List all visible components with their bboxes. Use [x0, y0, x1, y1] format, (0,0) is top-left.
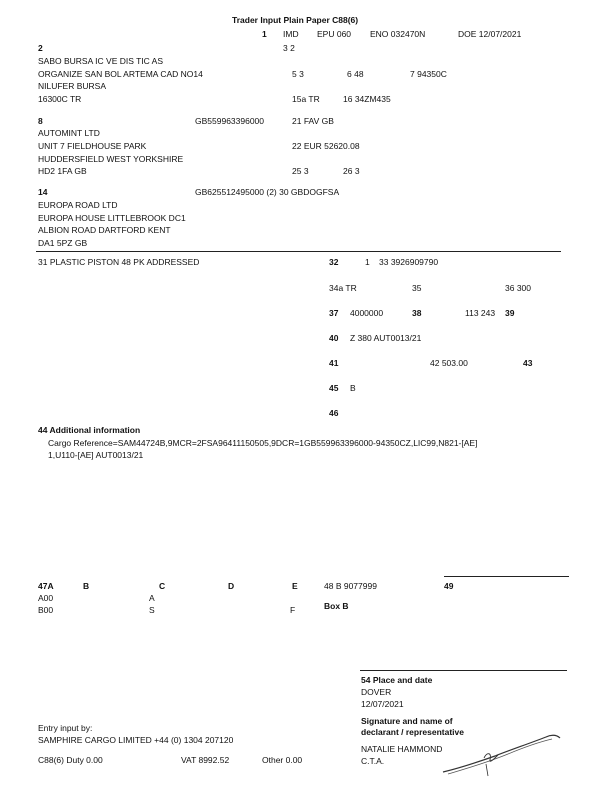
tax-col-c: C	[159, 581, 166, 591]
tax-row2-e: F	[290, 605, 296, 615]
box31: 31 PLASTIC PISTON 48 PK ADDRESSED	[38, 257, 200, 267]
tax-col-b: B	[83, 581, 90, 591]
form-title: Trader Input Plain Paper C88(6)	[232, 15, 359, 25]
entry-other: Other 0.00	[262, 755, 303, 765]
box22: 22 EUR 52620.08	[292, 141, 360, 151]
box21: 21 FAV GB	[292, 116, 334, 126]
box25: 25 3	[292, 166, 309, 176]
box41-number: 41	[329, 358, 339, 368]
box34a: 34a TR	[329, 283, 357, 293]
declarant-role: C.T.A.	[361, 756, 385, 766]
declarant-eori: GB625512495000 (2) 30 GBDOGFSA	[195, 187, 340, 197]
declarant-line: ALBION ROAD DARTFORD KENT	[38, 225, 171, 235]
divider	[444, 576, 569, 577]
box-b-label: Box B	[324, 601, 349, 611]
box5: 5 3	[292, 69, 304, 79]
box6: 6 48	[347, 69, 364, 79]
box1-value: IMD	[283, 29, 299, 39]
entry-duty: C88(6) Duty 0.00	[38, 755, 103, 765]
divider	[360, 670, 567, 671]
box47a-label: 47A	[38, 581, 54, 591]
consignor-line: ORGANIZE SAN BOL ARTEMA CAD NO14	[38, 69, 203, 79]
box32-number: 32	[329, 257, 339, 267]
consignee-line: AUTOMINT LTD	[38, 128, 100, 138]
consignee-line: UNIT 7 FIELDHOUSE PARK	[38, 141, 147, 151]
entry-label: Entry input by:	[38, 723, 93, 733]
additional-info-line: Cargo Reference=SAM44724B,9MCR=2FSA96411150505,9DCR=1GB559963396000-94350CZ,LIC99,N821-[AE]	[48, 438, 478, 448]
box49-number: 49	[444, 581, 454, 591]
declarant-line: EUROPA ROAD LTD	[38, 200, 118, 210]
box1-number: 1	[262, 29, 267, 39]
consignor-line: SABO BURSA IC VE DIS TIC AS	[38, 56, 164, 66]
place: DOVER	[361, 687, 392, 697]
signature-image	[440, 728, 565, 778]
box54-label: 54 Place and date	[361, 675, 433, 685]
additional-info-line: 1,U110-[AE] AUT0013/21	[48, 450, 144, 460]
box46-number: 46	[329, 408, 339, 418]
box40-number: 40	[329, 333, 339, 343]
box16: 16 34ZM435	[343, 94, 391, 104]
consignor-line: NILUFER BURSA	[38, 81, 107, 91]
doe: DOE 12/07/2021	[458, 29, 522, 39]
declarant-line: DA1 5PZ GB	[38, 238, 88, 248]
box32-item: 1	[365, 257, 370, 267]
box2-number: 2	[38, 43, 43, 53]
box38-value: 113 243	[465, 308, 496, 318]
signature-label: Signature and name of	[361, 716, 453, 726]
box33-commodity-code: 33 3926909790	[379, 257, 439, 267]
box14-number: 14	[38, 187, 48, 197]
tax-col-d: D	[228, 581, 235, 591]
consignee-eori: GB559963396000	[195, 116, 265, 126]
box39-number: 39	[505, 308, 515, 318]
eno: ENO 032470N	[370, 29, 426, 39]
box36: 36 300	[505, 283, 531, 293]
box43-number: 43	[523, 358, 533, 368]
box8-number: 8	[38, 116, 43, 126]
tax-row2-mop: S	[149, 605, 155, 615]
divider	[36, 251, 561, 252]
tax-row2-type: B00	[38, 605, 54, 615]
declarant-line: EUROPA HOUSE LITTLEBROOK DC1	[38, 213, 186, 223]
box40-value: Z 380 AUT0013/21	[350, 333, 422, 343]
box26: 26 3	[343, 166, 360, 176]
declarant-name: NATALIE HAMMOND	[361, 744, 443, 754]
box48: 48 B 9077999	[324, 581, 377, 591]
box42: 42 503.00	[430, 358, 468, 368]
box3: 3 2	[283, 43, 295, 53]
entry-company: SAMPHIRE CARGO LIMITED +44 (0) 1304 207120	[38, 735, 234, 745]
signature-label: declarant / representative	[361, 727, 464, 737]
entry-vat: VAT 8992.52	[181, 755, 230, 765]
box37-number: 37	[329, 308, 339, 318]
box38-number: 38	[412, 308, 422, 318]
box45-value: B	[350, 383, 356, 393]
box37-value: 4000000	[350, 308, 384, 318]
tax-row1-mop: A	[149, 593, 155, 603]
box45-number: 45	[329, 383, 339, 393]
box44-label: 44 Additional information	[38, 425, 141, 435]
consignee-line: HUDDERSFIELD WEST YORKSHIRE	[38, 154, 184, 164]
box7: 7 94350C	[410, 69, 447, 79]
tax-row1-type: A00	[38, 593, 54, 603]
box15a: 15a TR	[292, 94, 320, 104]
date: 12/07/2021	[361, 699, 404, 709]
consignor-line: 16300C TR	[38, 94, 82, 104]
box35: 35	[412, 283, 422, 293]
consignee-line: HD2 1FA GB	[38, 166, 87, 176]
epu: EPU 060	[317, 29, 352, 39]
tax-col-e: E	[292, 581, 298, 591]
